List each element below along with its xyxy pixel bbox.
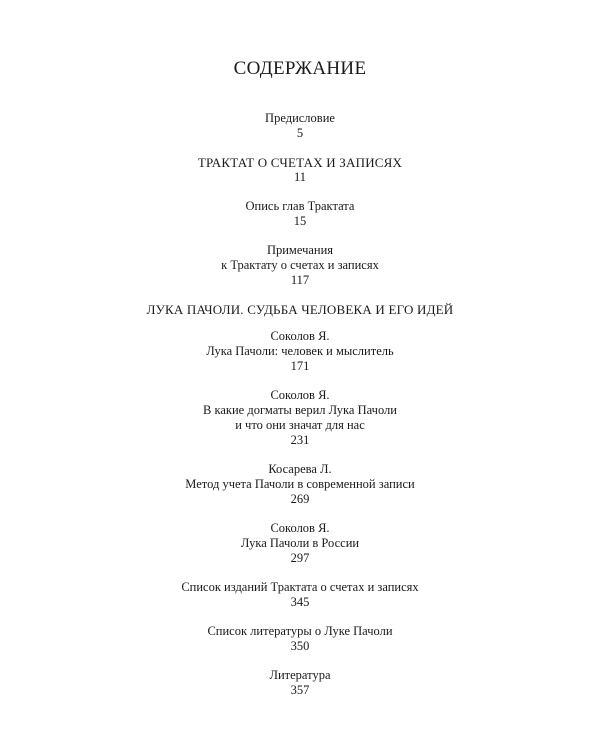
toc-entry: [0, 388, 600, 448]
toc-entry-subline: Метод учета Пачоли в современной записи: [185, 477, 415, 491]
table-of-contents: [0, 111, 600, 712]
toc-entry-heading: Соколов Я.: [270, 388, 330, 402]
toc-entry: [0, 111, 600, 141]
toc-page-number: 350: [290, 639, 310, 653]
toc-entry-heading: Список литературы о Луке Пачоли: [207, 624, 393, 638]
toc-entry-heading: Соколов Я.: [270, 329, 330, 343]
toc-page-number: 357: [290, 683, 310, 697]
toc-entry: [0, 624, 600, 654]
toc-entry-subline: к Трактату о счетах и записях: [221, 258, 379, 272]
toc-page-number: 231: [290, 433, 310, 447]
toc-page-number: 5: [296, 126, 304, 140]
toc-entry-heading: Литература: [269, 668, 331, 682]
page-title: СОДЕРЖАНИЕ: [233, 58, 367, 79]
toc-entry: [0, 521, 600, 566]
toc-page-number: 297: [290, 551, 310, 565]
toc-entry-subline: Лука Пачоли в России: [240, 536, 360, 550]
toc-entry-heading: ТРАКТАТ О СЧЕТАХ И ЗАПИСЯХ: [197, 155, 403, 170]
toc-entry-heading: Соколов Я.: [270, 521, 330, 535]
toc-entry-heading: Косарева Л.: [268, 462, 332, 476]
toc-page-number: 15: [293, 214, 307, 228]
toc-page-number: 345: [290, 595, 310, 609]
toc-entry: [0, 668, 600, 698]
toc-page-number: 171: [290, 359, 310, 373]
toc-entry-heading: Опись глав Трактата: [245, 199, 355, 213]
toc-entry: [0, 580, 600, 610]
toc-entry: [0, 462, 600, 507]
toc-entry-subline: В какие догматы верил Лука Пачоли: [203, 403, 397, 417]
toc-page-number: 269: [290, 492, 310, 506]
toc-entry-heading: Список изданий Трактата о счетах и записях: [181, 580, 419, 594]
toc-entry-subline: и что они значат для нас: [235, 418, 365, 432]
toc-entry: [0, 243, 600, 288]
toc-page-number: 11: [293, 170, 307, 184]
toc-entry-heading: Примечания: [266, 243, 334, 257]
toc-page-number: 117: [290, 273, 310, 287]
toc-entry: [0, 302, 600, 317]
toc-entry: [0, 155, 600, 185]
toc-entry-heading: ЛУКА ПАЧОЛИ. СУДЬБА ЧЕЛОВЕКА И ЕГО ИДЕЙ: [146, 302, 454, 317]
toc-entry-subline: Лука Пачоли: человек и мыслитель: [206, 344, 394, 358]
toc-entry-heading: Предисловие: [265, 111, 335, 125]
toc-entry: [0, 329, 600, 374]
toc-entry: [0, 199, 600, 229]
